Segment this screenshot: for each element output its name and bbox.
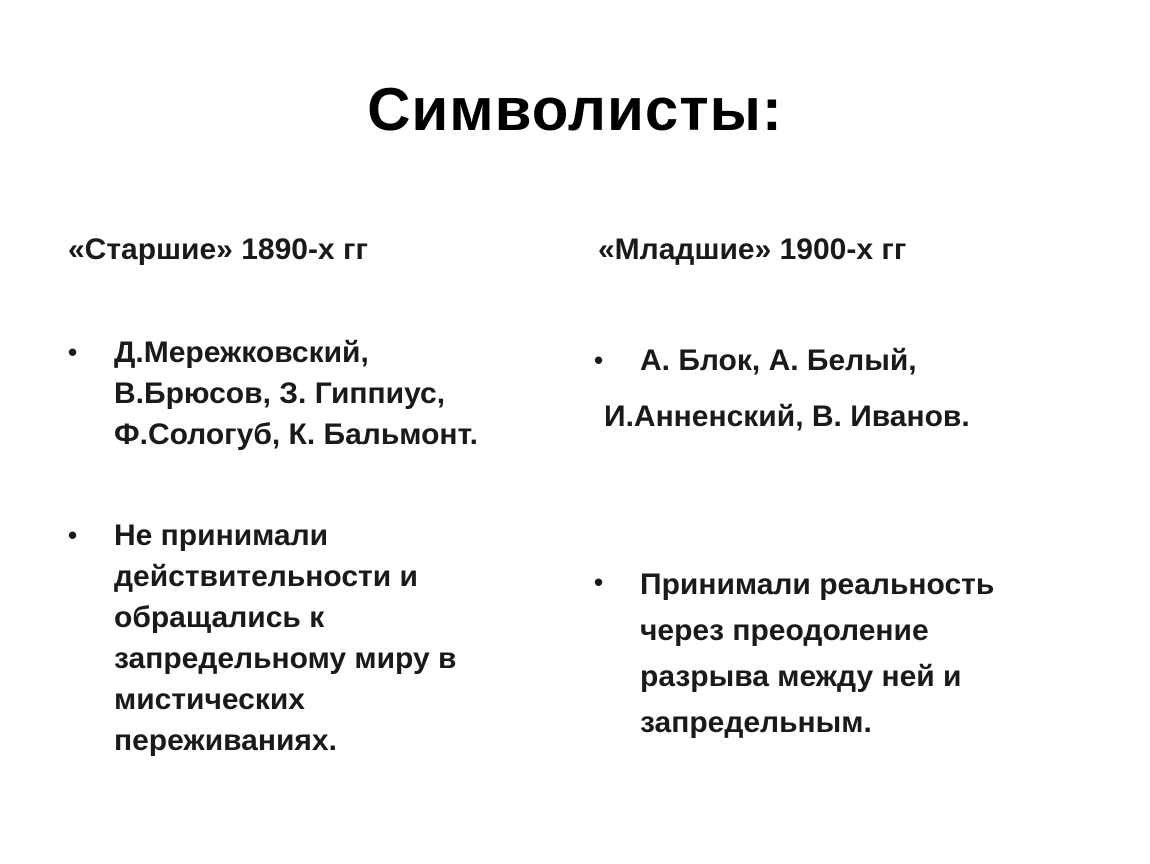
bullet-dot-icon: • — [594, 345, 604, 375]
bullet-text: Д.Мережковский, В.Брюсов, З. Гиппиус, Ф.Сологуб, К. Бальмонт. — [114, 336, 478, 451]
right-authors-continuation: И.Анненский, В. Иванов. — [604, 400, 970, 433]
bullet-text: Не принимали действительности и обращались к запредельному миру в мистических переживаниях. — [114, 519, 457, 757]
bullet-text: Принимали реальность через преодоление разрыва между ней и запредельным. — [640, 568, 995, 739]
bullet-dot-icon: • — [68, 520, 78, 550]
bullet-dot-icon: • — [594, 567, 604, 597]
bullet-text: А. Блок, А. Белый, — [640, 344, 917, 377]
left-column-heading: «Старшие» 1890-х гг — [68, 233, 368, 266]
slide-title: Символисты: — [367, 76, 783, 143]
bullet-dot-icon: • — [68, 337, 78, 367]
right-column-heading: «Младшие» 1900-х гг — [598, 233, 907, 266]
